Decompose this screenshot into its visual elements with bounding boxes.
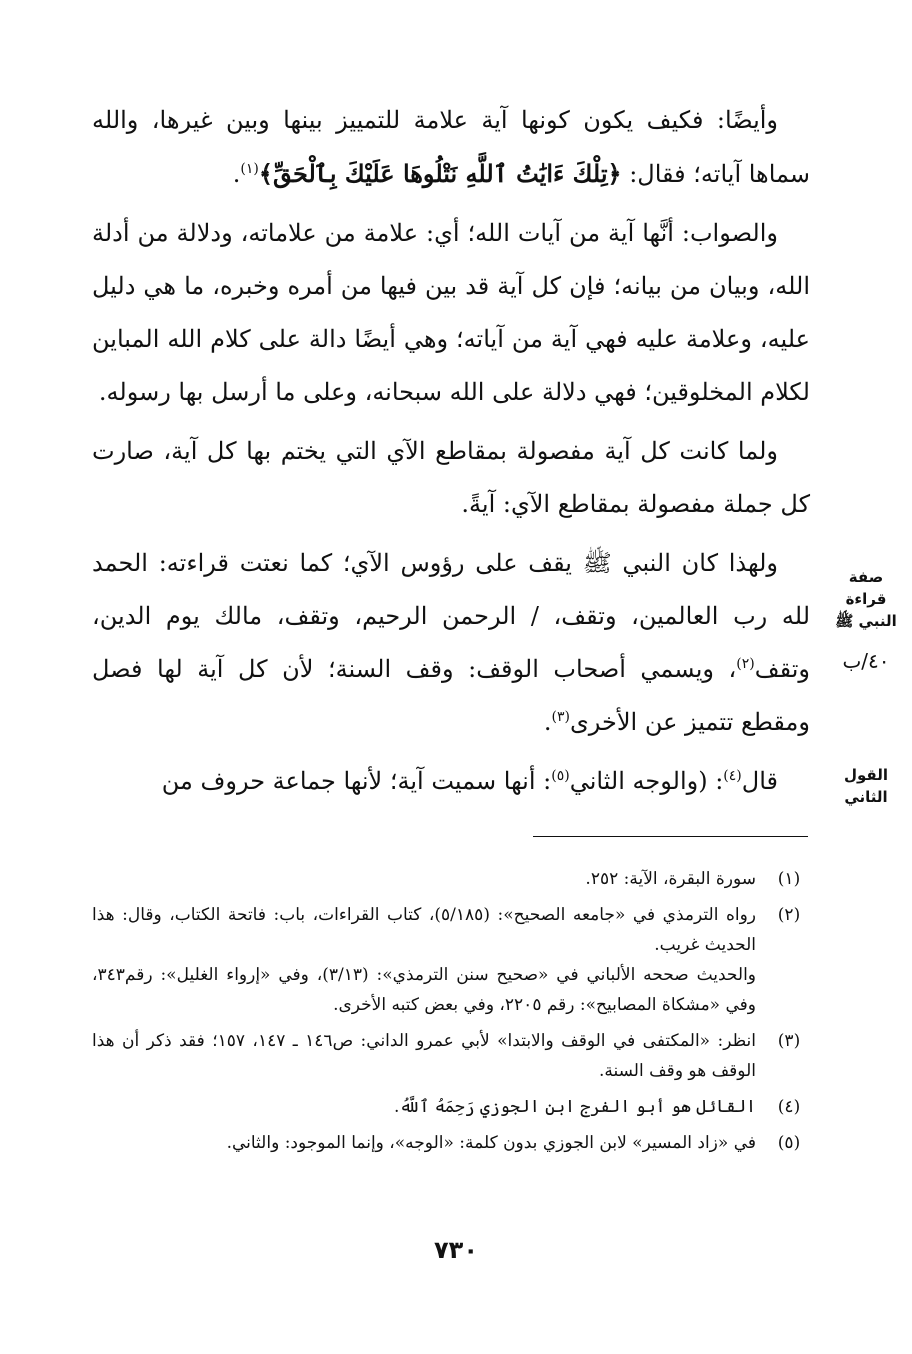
footnote-number: (١) (777, 869, 801, 889)
paragraph-text: قال (741, 767, 778, 795)
paragraph-5 (92, 755, 810, 808)
paragraph-4 (92, 537, 810, 749)
footnote-marker: (٢) (736, 656, 755, 672)
paragraph-text: ولهذا كان النبي ﷺ يقف على رؤوس الآي؛ كما نعتت قراءته: الحمد لله رب العالمين، وتقف، / الرحمن الرحيم، وتقف، مالك يوم الدين، وتقف (92, 549, 810, 683)
paragraph-text: . (543, 708, 552, 736)
quran-verse: ﴿تِلْكَ ءَايَٰتُ ٱللَّهِ نَتْلُوهَا عَلَيْكَ بِٱلْحَقِّ﴾ (258, 159, 622, 188)
paragraph-3: ولما كانت كل آية مفصولة بمقاطع الآي التي يختم بها كل آية، صارت كل جملة مفصولة بمقاطع الآي: آيةً. (92, 437, 810, 518)
footnote-marker: (٥) (551, 768, 570, 784)
main-text (92, 94, 810, 814)
footnote-text: القائل هو أبو الفرج ابن الجوزي رَحِمَهُ ٱللَّهُ. (394, 1097, 756, 1117)
footnote-2 (92, 900, 812, 1020)
margin-note-reading: صفة قراءة النبي ﷺ (835, 568, 897, 630)
footnote-text: سورة البقرة، الآية: ٢٥٢. (585, 869, 756, 889)
footnote-marker: (٣) (551, 709, 570, 725)
footnote-divider (533, 836, 808, 837)
footnote-text: في «زاد المسير» لابن الجوزي بدون كلمة: «الوجه»، وإنما الموجود: والثاني. (226, 1133, 756, 1153)
footnote-4 (92, 1092, 812, 1122)
paragraph-text: : أنها سميت آية؛ لأنها جماعة حروف من (161, 767, 552, 795)
paragraph-text: : (والوجه الثاني (569, 767, 724, 795)
footnote-number: (٤) (777, 1097, 801, 1117)
page-number: ٧٣٠ (434, 1236, 478, 1264)
paragraph-text: وأيضًا: فكيف يكون كونها آية علامة للتمييز بينها وبين غيرها، والله سماها آياته؛ فقال: (92, 106, 810, 188)
footnote-number: (٣) (777, 1031, 801, 1051)
paragraph-2: والصواب: أنَّها آية من آيات الله؛ أي: علامة من علاماته، ودلالة من أدلة الله، وبيان من بيانه؛ فإن كل آية قد بين فيها من أمره وخبره، ما هي دليل عليه، وعلامة عليه فهي آية من آياته؛ وهي أيضًا دالة على كلام الله المباين لكلام المخلوقين؛ فهي دلالة على الله سبحانه، وعلى ما أرسل بها رسوله. (92, 219, 811, 406)
paragraph-1 (92, 94, 810, 201)
footnote-marker: (١) (240, 161, 259, 177)
footnote-marker: (٤) (723, 768, 742, 784)
footnote-text: رواه الترمذي في «جامعه الصحيح»: (٥/١٨٥)، كتاب القراءات، باب: فاتحة الكتاب، وقال: هذا الحديث غريب. (92, 905, 756, 955)
footnote-5 (92, 1128, 812, 1158)
margin-note-second-view: القول الثاني (844, 766, 888, 806)
footnote-text: انظر: «المكتفى في الوقف والابتدا» لأبي عمرو الداني: ص١٤٦ ـ ١٤٧، ١٥٧؛ فقد ذكر أن هذا الوقف هو وقف السنة. (92, 1031, 757, 1081)
footnote-number: (٢) (777, 905, 801, 925)
footnote-3 (92, 1026, 812, 1086)
margin-note-folio: ٤٠/ب (842, 649, 890, 673)
paragraph-text: ، ويسمي أصحاب الوقف: وقف السنة؛ لأن كل آية لها فصل ومقطع تتميز عن الأخرى (92, 655, 810, 736)
footnote-number: (٥) (777, 1133, 801, 1153)
footnote-text: والحديث صححه الألباني في «صحيح سنن الترمذي»: (٣/١٣)، وفي «إرواء الغليل»: رقم٣٤٣، وفي «مشكاة المصابيح»: رقم ٢٢٠٥، وفي بعض كتبه الأخرى. (92, 965, 756, 1015)
paragraph-text: . (232, 160, 241, 188)
footnotes (92, 864, 812, 1164)
footnote-1 (92, 864, 812, 894)
